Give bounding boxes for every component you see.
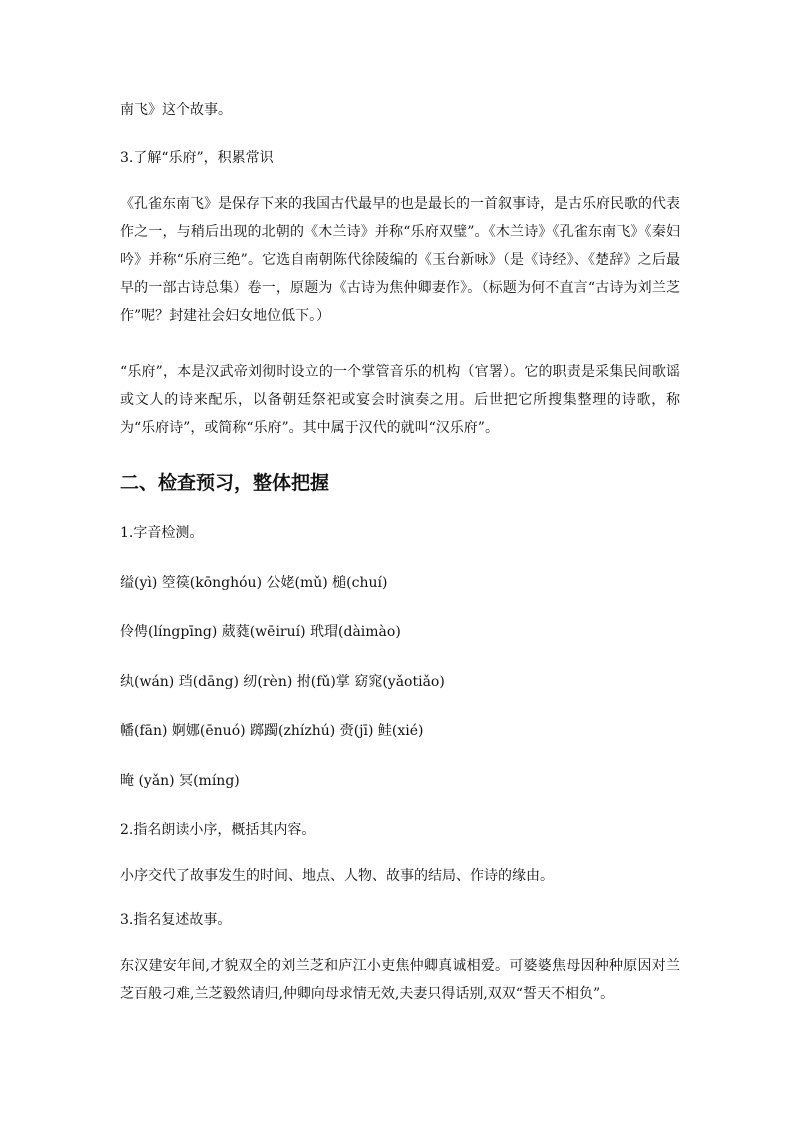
- continuation-text: 南飞》这个故事。: [120, 102, 232, 118]
- pronunciation-line-1: 缢(yì) 箜篌(kōnghóu) 公姥(mǔ) 槌(chuí): [120, 575, 388, 591]
- item3b-heading: 3.指名复述故事。: [120, 912, 232, 928]
- story-paragraph: 东汉建安年间,才貌双全的刘兰芝和庐江小吏焦仲卿真诚相爱。可婆婆焦母因种种原因对兰芝百般刁难,兰芝毅然请归,仲卿向母求情无效,夫妻只得话别,双双“誓天不相负”。: [120, 958, 680, 1002]
- pronunciation-line-3: 纨(wán) 珰(dāng) 纫(rèn) 拊(fǔ)掌 窈窕(yǎotiǎo): [120, 674, 445, 690]
- pronunciation-line-5: 晻 (yǎn) 冥(míng): [120, 773, 240, 789]
- yuefu-paragraph: “乐府”，本是汉武帝刘彻时设立的一个掌管音乐的机构（官署）。它的职责是采集民间歌谣或文人的诗来配乐，以备朝廷祭祀或宴会时演奏之用。后世把它所搜集整理的诗歌，称为“乐府诗”，或简称“乐府”。其中属于汉代的就叫“汉乐府”。: [120, 364, 680, 436]
- item2-answer: 小序交代了故事发生的时间、地点、人物、故事的结局、作诗的缘由。: [120, 868, 554, 884]
- item3-heading: 3.了解“乐府”，积累常识: [120, 150, 274, 166]
- pronunciation-heading: 1.字音检测。: [120, 525, 204, 541]
- pronunciation-line-2: 伶俜(língpīng) 葳蕤(wēiruí) 玳瑁(dàimào): [120, 624, 401, 640]
- section2-title: 二、检查预习，整体把握: [120, 472, 330, 494]
- item2-heading: 2.指名朗读小序，概括其内容。: [120, 822, 316, 838]
- kongque-paragraph: 《孔雀东南飞》是保存下来的我国古代最早的也是最长的一首叙事诗，是古乐府民歌的代表作之一，与稍后出现的北朝的《木兰诗》并称“乐府双璧”。《木兰诗》《孔雀东南飞》《秦妇吟》并称“乐府三绝”。它选自南朝陈代徐陵编的《玉台新咏》（是《诗经》、《楚辞》之后最早的一部古诗总集）卷一，原题为《古诗为焦仲卿妻作》。（标题为何不直言“古诗为刘兰芝作”呢？封建社会妇女地位低下。）: [120, 196, 680, 324]
- pronunciation-line-4: 幡(fān) 婀娜(ēnuó) 踯躅(zhízhú) 赍(jī) 鲑(xié): [120, 723, 424, 739]
